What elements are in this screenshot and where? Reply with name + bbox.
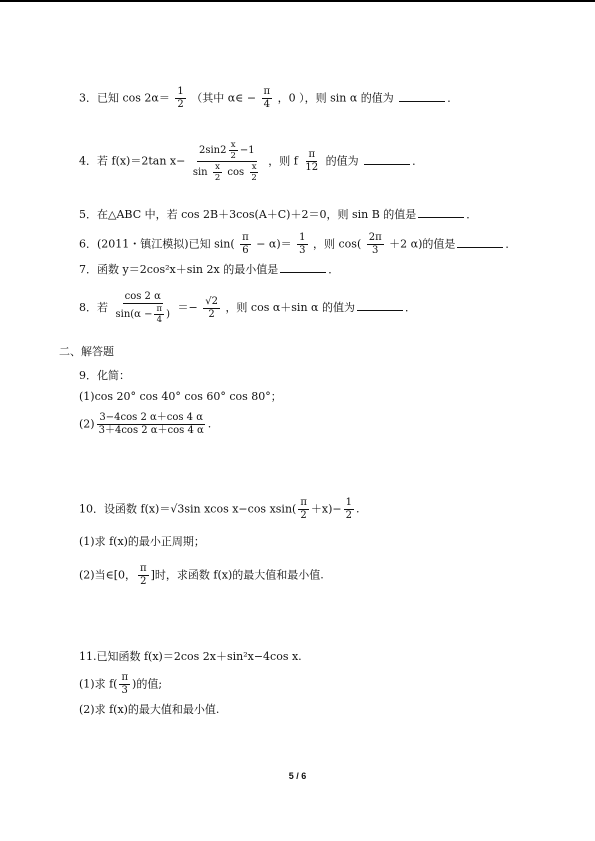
fraction: $\frac{\pi}{2}$: [300, 497, 307, 521]
problem-10: [79, 497, 360, 522]
problem-6: [79, 232, 516, 257]
problem-11: 11.已知函数 f(x)＝2cos 2x＋sin²x−4cos x.: [79, 650, 302, 663]
fraction: $\frac{1}{3}$: [299, 232, 306, 256]
answer-blank: [357, 300, 403, 311]
den-text: ): [166, 309, 170, 320]
paren-open: (: [292, 502, 297, 516]
period: ．: [447, 91, 459, 105]
fraction: $\frac{\pi}{2}$: [140, 563, 147, 587]
answer-blank: [457, 237, 503, 248]
fraction: $\frac{\pi}{4}$: [156, 304, 163, 325]
problem-11-part-2: (2)求 f(x)的最大值和最小值.: [79, 703, 220, 716]
bracket-open: [: [113, 568, 119, 582]
answer-blank: [399, 91, 445, 102]
problem-7-text: 7．函数 y＝2cos²x＋sin 2x 的最小值是: [79, 263, 279, 276]
numerator: cos 2 α: [124, 291, 161, 302]
problem-11-part-1: [79, 672, 162, 697]
problem-4-text: ，则 f: [268, 154, 298, 168]
fraction: $\frac{\pi}{12}$: [305, 149, 319, 173]
problem-6-text: ＋2 α)的值是: [389, 237, 456, 251]
den-text: sin: [192, 167, 208, 178]
period: ．: [412, 154, 424, 168]
problem-8-text: 8．若: [79, 301, 108, 314]
problem-4-text: 的值为: [325, 154, 359, 168]
top-rule: [0, 0, 595, 2]
fraction: $\frac{x}{2}$: [251, 162, 257, 183]
bracket-close: ]: [150, 568, 155, 582]
part-text: )的值;: [132, 677, 163, 691]
problem-7: [79, 262, 339, 277]
period: ．: [505, 237, 517, 251]
compound-fraction: [191, 140, 263, 183]
paren-close: ): [328, 502, 333, 516]
fraction: $\frac{x}{2}$: [230, 140, 236, 161]
minus-sign: −: [332, 502, 342, 516]
denominator: [191, 162, 263, 183]
problem-10-text: 10．设函数 f(x)＝√3sin xcos x−cos xsin: [79, 502, 293, 516]
part-label: (2): [79, 417, 95, 431]
problem-10-part-2: [79, 563, 324, 588]
fraction: $\frac{\pi}{3}$: [121, 672, 129, 696]
problem-9-part-2: [79, 412, 211, 437]
den-text: sin(α −: [115, 309, 153, 320]
problem-9-title: 9．化简：: [79, 369, 130, 382]
problem-5: [79, 207, 477, 222]
denominator: [114, 304, 172, 325]
part-label: (2)当∈: [79, 568, 114, 582]
problem-10-part-1: (1)求 f(x)的最小正周期；: [79, 535, 205, 548]
compound-fraction: [114, 291, 172, 325]
answer-blank: [280, 262, 326, 273]
fraction: $\frac{3-4\cos 2 \alpha+\cos 4 \alpha}{3+4\cos 2 \alpha+\cos 4 \alpha}$: [98, 412, 204, 436]
fraction: $\frac{2\pi}{3}$: [368, 232, 382, 256]
period: .: [207, 417, 212, 431]
fraction: $\frac{\pi}{4}$: [263, 86, 271, 110]
problem-3-text: 3．已知 cos 2α＝: [79, 91, 170, 105]
fraction: $\frac{1}{2}$: [345, 497, 353, 521]
fraction: $\frac{x}{2}$: [214, 162, 221, 183]
answer-blank: [364, 154, 410, 165]
problem-6-text: 6．(2011・镇江模拟)已知 sin(: [79, 237, 235, 251]
problem-10-text: ＋x: [310, 502, 329, 516]
problem-4-text: 4．若 f(x)＝2tan x−: [79, 154, 186, 168]
problem-5-text: 5．在△ABC 中，若 cos 2B＋3cos(A＋C)＋2＝0，则 sin B 的值是: [79, 208, 417, 221]
section-heading: 二、解答题: [59, 345, 114, 358]
fraction: $\frac{√2}{2}$: [205, 295, 218, 320]
problem-6-text: − α)＝: [256, 237, 292, 251]
problem-4: [79, 140, 423, 183]
fraction: $\frac{\pi}{6}$: [242, 232, 249, 256]
problem-9-part-1: (1)cos 20° cos 40° cos 60° cos 80°；: [79, 390, 282, 403]
problem-3-text: （其中 α∈: [191, 91, 244, 105]
answer-blank: [418, 207, 464, 218]
numerator-tail: −1: [239, 145, 255, 156]
problem-8: [79, 291, 416, 325]
minus-sign: −: [246, 91, 257, 105]
problem-8-text: ，则 cos α＋sin α 的值为: [225, 301, 355, 314]
fraction: $\frac{1}{2}$: [177, 86, 184, 110]
period: .: [356, 502, 360, 516]
problem-3-text: ，0: [277, 91, 296, 105]
period: ．: [404, 301, 416, 314]
problem-3: [79, 86, 458, 111]
problem-8-text: ＝−: [177, 301, 198, 314]
period: ．: [328, 263, 340, 276]
part-text: 时，求函数 f(x)的最大值和最小值.: [154, 568, 324, 582]
numerator: [197, 140, 257, 162]
interval-start: 0，: [118, 568, 137, 582]
period: ．: [466, 208, 478, 221]
numerator-text: 2sin2: [198, 145, 227, 156]
page-number: 5 / 6: [288, 771, 307, 781]
part-label: (1)求 f(: [79, 677, 118, 691]
den-text: cos: [227, 167, 245, 178]
problem-6-text: ，则 cos(: [313, 237, 362, 251]
problem-3-text: ），则 sin α 的值为: [299, 91, 394, 105]
